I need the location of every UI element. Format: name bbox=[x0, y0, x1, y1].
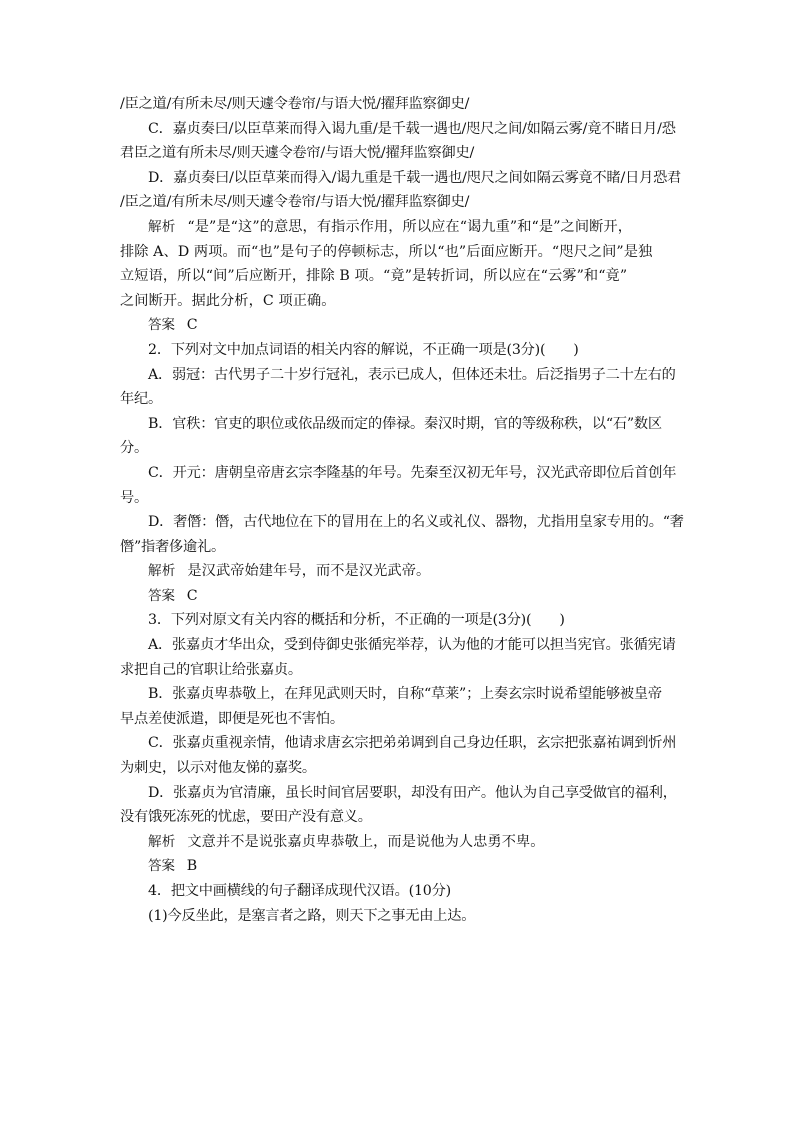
translation-item: (1)今反坐此，是塞言者之路，则天下之事无由上达。 bbox=[148, 907, 476, 924]
document-page bbox=[120, 92, 684, 928]
text-line: 早点差使派遣，即便是死也不害怕。 bbox=[120, 710, 344, 727]
question-3: 3．下列对原文有关内容的概括和分析，不正确的一项是(3分)( ) bbox=[148, 612, 565, 629]
text-line: 之间断开。据此分析，C 项正确。 bbox=[120, 292, 336, 309]
text-line: /臣之道/有所未尽/则天遽令卷帘/与语大悦/擢拜监察御史/ bbox=[120, 194, 470, 211]
option-a-line: A．张嘉贞才华出众，受到侍御史张循宪举荐，认为他的才能可以担当宪官。张循宪请 bbox=[148, 637, 676, 654]
analysis-label: 解析 bbox=[148, 563, 176, 580]
option-a-line: A．弱冠：古代男子二十岁行冠礼，表示已成人，但体还未壮。后泛指男子二十左右的 bbox=[148, 366, 676, 383]
answer-label: 答案 bbox=[148, 587, 175, 604]
question-2: 2．下列对文中加点词语的相关内容的解说，不正确一项是(3分)( ) bbox=[148, 341, 579, 358]
text-line: 没有饿死冻死的忧虑，要田产没有意义。 bbox=[120, 809, 372, 826]
text-line: 僭”指奢侈逾礼。 bbox=[120, 538, 225, 555]
question-4: 4．把文中画横线的句子翻译成现代汉语。(10分) bbox=[148, 883, 451, 899]
option-c-line: C．开元：唐朝皇帝唐玄宗李隆基的年号。先秦至汉初无年号，汉光武帝即位后首创年 bbox=[148, 464, 677, 481]
option-d-line: D．张嘉贞为官清廉，虽长时间官居要职，却没有田产。他认为自己享受做官的福利， bbox=[148, 784, 677, 801]
option-d-line: D．嘉贞奏曰/以臣草莱而得入/谒九重是千载一遇也/咫尺之间如隔云雾竟不睹/日月恐君 bbox=[148, 169, 682, 186]
option-b-line: B．张嘉贞卑恭敬上，在拜见武则天时，自称“草莱”；上奏玄宗时说希望能够被皇帝 bbox=[148, 686, 662, 703]
analysis-label: 解析 bbox=[148, 833, 176, 850]
text-line: 立短语，所以“间”后应断开，排除 B 项。“竟”是转折词，所以应在“云雾”和“竟” bbox=[120, 268, 628, 285]
text-line: 分。 bbox=[120, 440, 148, 457]
analysis-line: 解析 是汉武帝始建年号，而不是汉光武帝。 bbox=[148, 563, 431, 580]
text-line: /臣之道/有所未尽/则天遽令卷帘/与语大悦/擢拜监察御史/ bbox=[120, 96, 470, 112]
text-line: 年纪。 bbox=[120, 391, 162, 408]
text-line: 君臣之道有所未尽/则天遽令卷帘/与语大悦/擢拜监察御史/ bbox=[120, 145, 475, 162]
text-line: 求把自己的官职让给张嘉贞。 bbox=[120, 661, 302, 678]
option-c-line: C．嘉贞奏曰/以臣草莱而得入谒九重/是千载一遇也/咫尺之间/如隔云雾/竟不睹日月/恐 bbox=[148, 120, 676, 137]
answer-line: 答案 C bbox=[148, 317, 198, 334]
option-d-line: D．奢僭：僭，古代地位在下的冒用在上的名义或礼仪、器物，尤指用皇家专用的。“奢 bbox=[148, 514, 684, 531]
option-b-line: B．官秩：官吏的职位或依品级而定的俸禄。秦汉时期，官的等级称秩，以“石”数区 bbox=[148, 415, 662, 432]
option-c-line: C．张嘉贞重视亲情，他请求唐玄宗把弟弟调到自己身边任职，玄宗把张嘉祐调到忻州 bbox=[148, 735, 677, 752]
analysis-label: 解析 bbox=[148, 218, 176, 235]
analysis-line: 解析 “是”是“这”的意思，有指示作用，所以应在“谒九重”和“是”之间断开， bbox=[148, 218, 632, 235]
analysis-line: 解析 文意并不是说张嘉贞卑恭敬上，而是说他为人忠勇不卑。 bbox=[148, 833, 545, 850]
answer-label: 答案 bbox=[148, 858, 175, 875]
text-line: 号。 bbox=[120, 489, 148, 506]
answer-line: 答案 B bbox=[148, 858, 198, 875]
text-line: 排除 A、D 两项。而“也”是句子的停顿标志，所以“也”后面应断开。“咫尺之间”是独 bbox=[120, 243, 653, 260]
answer-label: 答案 bbox=[148, 317, 175, 334]
answer-line: 答案 C bbox=[148, 587, 198, 604]
text-line: 为刺史，以示对他友悌的嘉奖。 bbox=[120, 760, 316, 777]
